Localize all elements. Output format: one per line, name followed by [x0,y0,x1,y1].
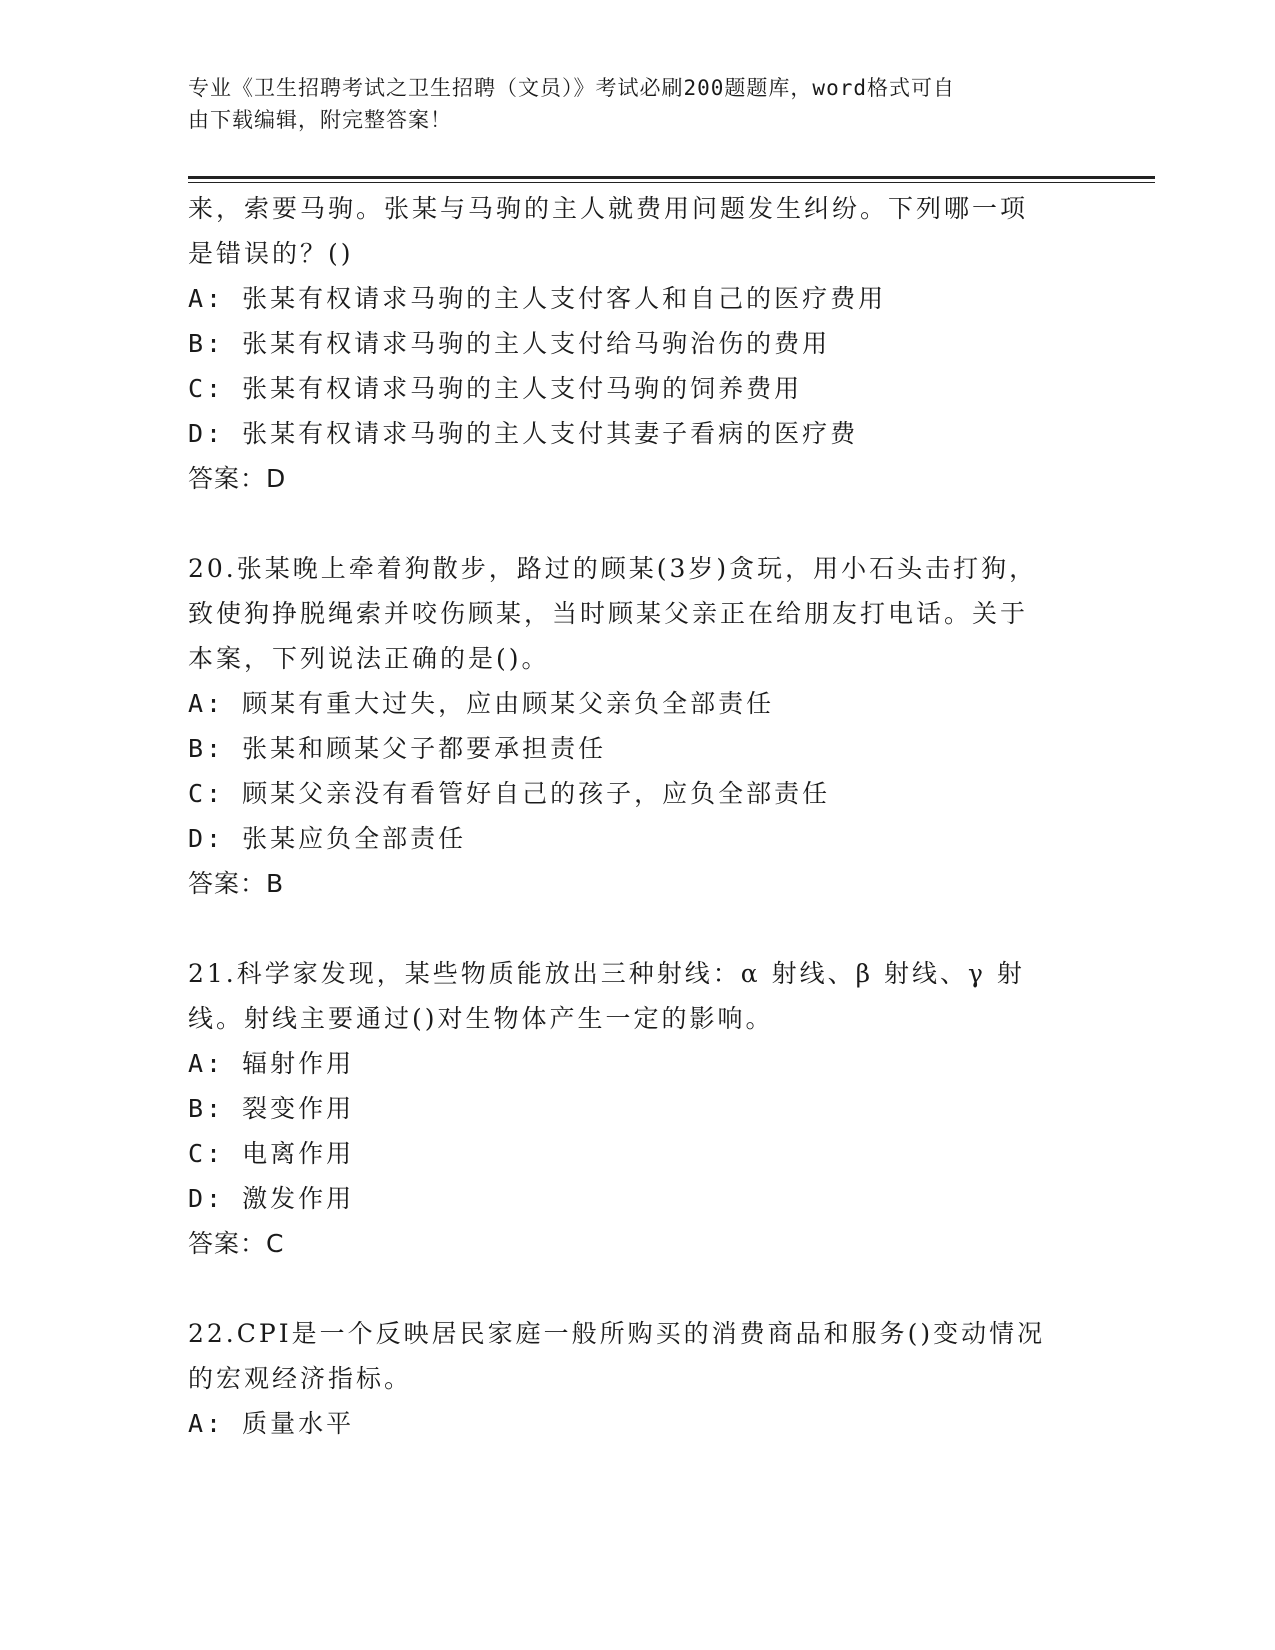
option-text: 顾某有重大过失，应由顾某父亲负全部责任 [242,689,775,718]
document-header [188,72,1068,136]
question-stem-line: 线。射线主要通过()对生物体产生一定的影响。 [188,1004,774,1033]
option-key: A: [188,284,225,313]
option-b [188,1086,1068,1131]
option-text: 辐射作用 [242,1049,355,1078]
option-text: 电离作用 [242,1139,355,1168]
option-a [188,276,1068,321]
option-key: C: [188,374,225,403]
spacer [188,501,1068,546]
option-a [188,1401,1068,1446]
header-divider-thick [188,176,1155,179]
option-text: 激发作用 [242,1184,355,1213]
option-c [188,1131,1068,1176]
option-key: D: [188,824,225,853]
option-text: 质量水平 [242,1409,355,1438]
option-text: 张某有权请求马驹的主人支付客人和自己的医疗费用 [242,284,887,313]
option-d [188,1176,1068,1221]
answer-line: 答案：C [188,1229,285,1258]
option-a [188,1041,1068,1086]
header-divider-thin [188,182,1155,183]
question-stem-line: 20.张某晚上牵着狗散步，路过的顾某(3岁)贪玩，用小石头击打狗， [188,554,1038,583]
spacer [188,1266,1068,1311]
option-text: 张某有权请求马驹的主人支付给马驹治伤的费用 [242,329,831,358]
option-a [188,681,1068,726]
option-key: A: [188,689,225,718]
option-key: A: [188,1049,225,1078]
option-text: 张某和顾某父子都要承担责任 [242,734,607,763]
option-key: D: [188,1184,225,1213]
answer-line: 答案：D [188,464,287,493]
question-stem-line: 来，索要马驹。张某与马驹的主人就费用问题发生纠纷。下列哪一项 [188,194,1029,223]
header-title-line-2: 由下载编辑，附完整答案！ [188,108,452,132]
question-stem-line: 的宏观经济指标。 [188,1364,413,1393]
option-key: C: [188,1139,225,1168]
option-text: 裂变作用 [242,1094,355,1123]
header-title-line-1: 专业《卫生招聘考试之卫生招聘（文员）》考试必刷200题题库，word格式可自 [188,76,955,100]
option-key: C: [188,779,225,808]
question-block [188,546,1068,906]
option-c [188,366,1068,411]
question-stem-line: 本案，下列说法正确的是()。 [188,644,550,673]
question-stem-line: 22.CPI是一个反映居民家庭一般所购买的消费商品和服务()变动情况 [188,1319,1046,1348]
option-key: B: [188,1094,225,1123]
question-stem-line: 是错误的？() [188,239,354,268]
option-text: 张某有权请求马驹的主人支付马驹的饲养费用 [242,374,803,403]
option-key: B: [188,734,225,763]
option-key: A: [188,1409,225,1438]
answer-line: 答案：B [188,869,285,898]
option-b [188,726,1068,771]
option-key: B: [188,329,225,358]
option-c [188,771,1068,816]
option-d [188,411,1068,456]
spacer [188,906,1068,951]
question-stem-line: 致使狗挣脱绳索并咬伤顾某，当时顾某父亲正在给朋友打电话。关于 [188,599,1029,628]
option-d [188,816,1068,861]
question-stem-line: 21.科学家发现，某些物质能放出三种射线：α 射线、β 射线、γ 射 [188,959,1025,988]
question-block [188,186,1068,501]
option-text: 张某应负全部责任 [242,824,467,853]
document-body [188,186,1068,1446]
question-block [188,1311,1068,1446]
option-key: D: [188,419,225,448]
option-text: 张某有权请求马驹的主人支付其妻子看病的医疗费 [242,419,859,448]
option-text: 顾某父亲没有看管好自己的孩子，应负全部责任 [242,779,831,808]
question-block [188,951,1068,1266]
option-b [188,321,1068,366]
